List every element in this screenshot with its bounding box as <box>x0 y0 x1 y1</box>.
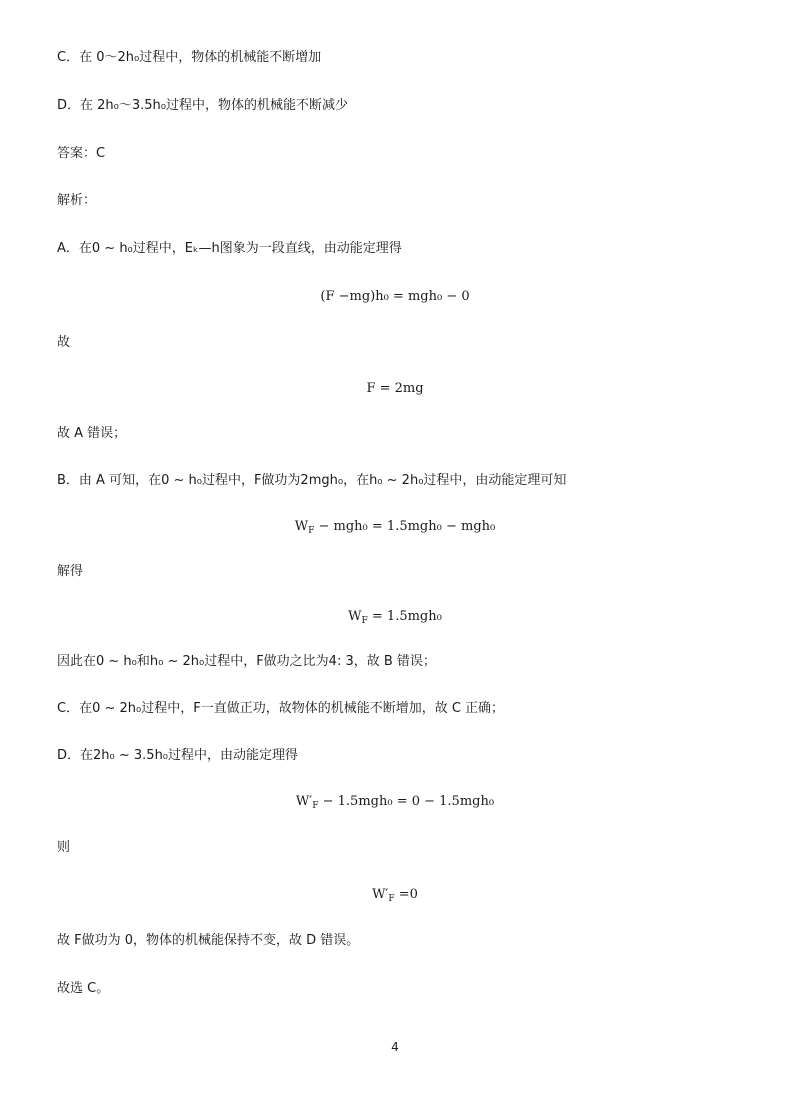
answer: 答案：C <box>57 146 106 161</box>
conclusion-d: 故 F做功为 0，物体的机械能保持不变，故 D 错误。 <box>57 933 360 948</box>
conclusion-a: 故 A 错误； <box>57 426 127 441</box>
analysis-b: B．由 A 可知，在0 ~ h₀过程中，F做功为2mgh₀，在h₀ ~ 2h₀过程中，由动能定理可知 <box>57 473 567 488</box>
formula-6: $W'_F =0$ <box>372 887 418 904</box>
formula-3: $W_F - mgh_0 = 1.5mgh_0 - mgh_0$ <box>294 519 496 536</box>
final-answer: 故选 C。 <box>57 981 110 996</box>
text-ze: 则 <box>57 840 71 855</box>
formula-2: F = 2mg <box>366 381 424 396</box>
page-number: 4 <box>391 1040 399 1054</box>
formula-1: (F −mg)h₀ = mgh₀ − 0 <box>320 289 470 304</box>
analysis-heading: 解析： <box>57 193 97 208</box>
formula-5: $W'_F - 1.5mgh_0 = 0 - 1.5mgh_0$ <box>295 794 495 811</box>
text-jiede: 解得 <box>57 564 84 579</box>
option-d: D．在 2h₀～3.5h₀过程中，物体的机械能不断减少 <box>57 98 348 113</box>
formula-4: $W_F = 1.5mgh_0$ <box>348 609 442 626</box>
analysis-a: A．在0 ~ h₀过程中，Eₖ—h图象为一段直线，由动能定理得 <box>57 241 402 256</box>
option-c: C．在 0～2h₀过程中，物体的机械能不断增加 <box>57 50 322 65</box>
conclusion-b: 因此在0 ~ h₀和h₀ ~ 2h₀过程中，F做功之比为4: 3，故 B 错误； <box>57 654 436 669</box>
analysis-d: D．在2h₀ ~ 3.5h₀过程中，由动能定理得 <box>57 748 299 763</box>
text-gu: 故 <box>57 335 71 350</box>
analysis-c: C．在0 ~ 2h₀过程中，F一直做正功，故物体的机械能不断增加，故 C 正确； <box>57 701 505 716</box>
